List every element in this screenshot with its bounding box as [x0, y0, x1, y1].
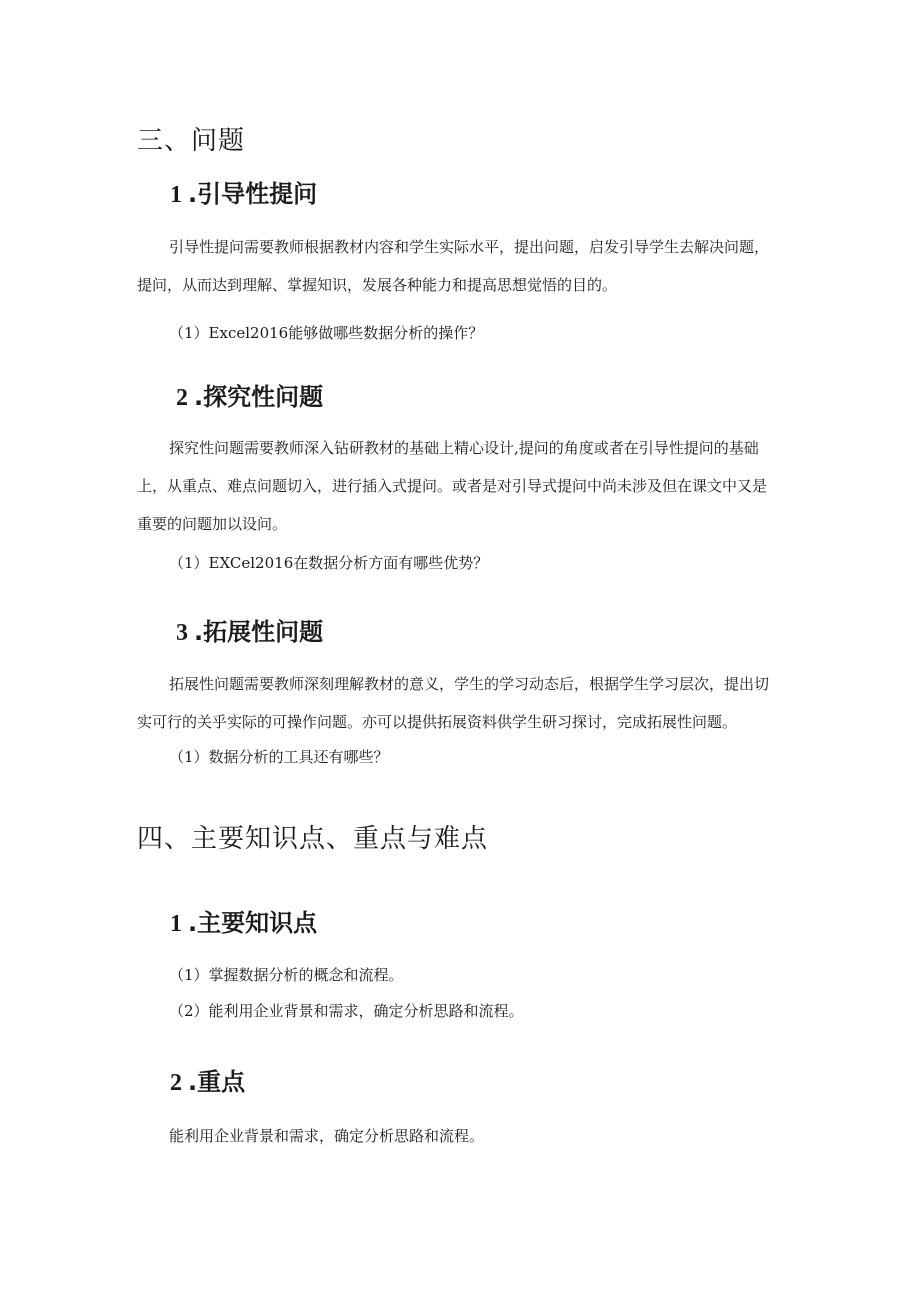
section-4-1-heading [170, 903, 317, 938]
section-3-1-question: （1）Excel2016能够做哪些数据分析的操作？ [169, 324, 484, 342]
heading-number: 1 [170, 182, 182, 208]
heading-label: .重点 [188, 1068, 246, 1096]
heading-label: .主要知识点 [188, 909, 318, 937]
section-3-2-heading [176, 377, 323, 412]
heading-number: 2 [170, 1070, 182, 1096]
section-3-1-heading [170, 174, 317, 209]
heading-label: .探究性问题 [194, 383, 324, 411]
section-4-2-heading [170, 1062, 245, 1097]
section-4-title: 四、主要知识点、重点与难点 [137, 824, 489, 854]
heading-number: 2 [176, 385, 188, 411]
section-3-2-question: （1）EXCel2016在数据分析方面有哪些优势？ [169, 554, 489, 572]
heading-label: .拓展性问题 [194, 618, 324, 646]
section-3-1-paragraph: 引导性提问需要教师根据教材内容和学生实际水平，提出问题，启发引导学生去解决问题，提问，从而达到理解、掌握知识，发展各种能力和提高思想觉悟的目的。 [137, 238, 770, 294]
heading-number: 1 [170, 911, 182, 937]
section-3-2-paragraph: 探究性问题需要教师深入钻研教材的基础上精心设计,提问的角度或者在引导性提问的基础上，从重点、难点问题切入，进行插入式提问。或者是对引导式提问中尚未涉及但在课文中又是重要的问题加以设问。 [137, 439, 768, 533]
section-3-3-paragraph: 拓展性问题需要教师深刻理解教材的意义，学生的学习动态后，根据学生学习层次，提出切实可行的关乎实际的可操作问题。亦可以提供拓展资料供学生研习探讨，完成拓展性问题。 [137, 675, 770, 731]
section-3-3-question: （1）数据分析的工具还有哪些？ [169, 748, 389, 766]
section-4-2-paragraph: 能利用企业背景和需求，确定分析思路和流程。 [169, 1127, 485, 1145]
heading-label: .引导性提问 [188, 180, 318, 208]
section-3-title: 三、问题 [137, 126, 246, 156]
section-4-1-item-2: （2）能利用企业背景和需求，确定分析思路和流程。 [169, 1002, 524, 1020]
section-4-1-item-1: （1）掌握数据分析的概念和流程。 [169, 966, 404, 984]
section-3-3-heading [176, 612, 323, 647]
heading-number: 3 [176, 620, 188, 646]
